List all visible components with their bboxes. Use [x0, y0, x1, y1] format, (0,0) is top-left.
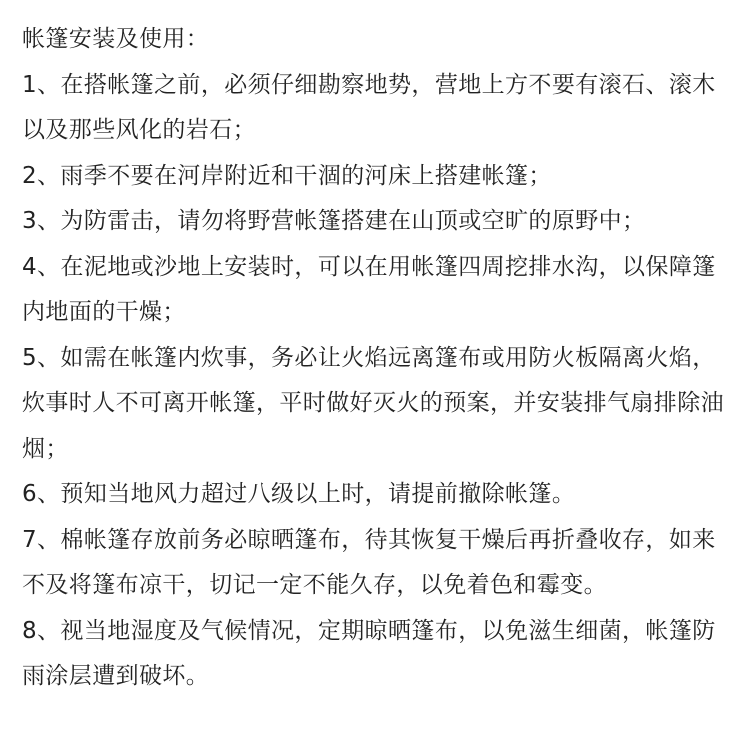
list-item-2: 2、雨季不要在河岸附近和干涸的河床上搭建帐篷；	[22, 162, 552, 189]
list-item-3: 3、为防雷击，请勿将野营帐篷搭建在山顶或空旷的原野中；	[22, 208, 646, 234]
instruction-list	[22, 63, 728, 700]
list-item-7: 7、棉帐篷存放前务必晾晒篷布，待其恢复干燥后再折叠收存，如来不及将篷布凉干，切记一定不能久存，以免着色和霉变。	[22, 526, 716, 598]
document-title: 帐篷安装及使用：	[22, 26, 210, 52]
list-item-4: 4、在泥地或沙地上安装时，可以在用帐篷四周挖排水沟，以保障篷内地面的干燥；	[22, 253, 716, 325]
list-item-6: 6、预知当地风力超过八级以上时，请提前撤除帐篷。	[22, 481, 576, 507]
list-item-1: 1、在搭帐篷之前，必须仔细勘察地势，营地上方不要有滚石、滚木以及那些风化的岩石；	[22, 71, 716, 143]
list-item-5: 5、如需在帐篷内炊事，务必让火焰远离篷布或用防火板隔离火焰，炊事时人不可离开帐篷，平时做好灭火的预案，并安装排气扇排除油烟；	[22, 344, 724, 462]
list-item-8: 8、视当地湿度及气候情况，定期晾晒篷布，以免滋生细菌，帐篷防雨涂层遭到破坏。	[22, 617, 716, 689]
